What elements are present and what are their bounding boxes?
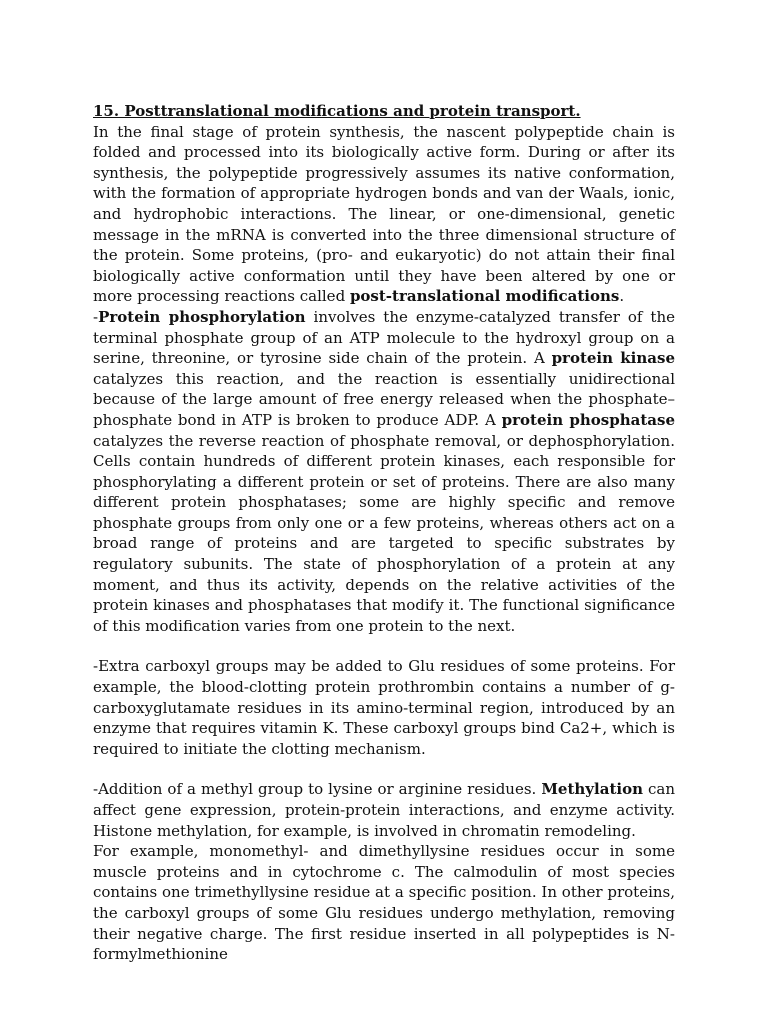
- phosphorylation-text-2: catalyzes this reaction, and the reaction is essentially unidirectional because of the large amount of free energy released when the phosphate–phosphate bond in ATP is broken to produce ADP. A: [93, 369, 675, 429]
- phosphorylation-text-1: involves the enzyme-catalyzed transfer of the terminal phosphate group of an ATP molecule to the hydroxyl group on a serine, threonine, or tyrosine side chain of the protein. A: [93, 307, 675, 368]
- methylation-text-1: -Addition of a methyl group to lysine or arginine residues.: [93, 780, 542, 799]
- intro-text: In the final stage of protein synthesis, the nascent polypeptide chain is folded and processed into its biologically active form. During or after its synthesis, the polypeptide progressively assumes its native conformation, with the formation of appropriate hydrogen bonds and van der Waals, ionic, and hydrophobic interactions. The linear, or one-dimensional, genetic message in the mRNA is converted into the three dimensional structure of the protein. Some proteins, (pro- and eukaryotic) do not attain their final biologically active conformation until they have been altered by one or more processing reactions called: [93, 122, 675, 306]
- document-page: [93, 101, 675, 965]
- phosphorylation-lead: -: [93, 307, 99, 326]
- example-paragraph: For example, monomethyl- and dimethyllysine residues occur in some muscle proteins and in cytochrome c. The calmodulin of most species contains one trimethyllysine residue at a specific position. In other proteins, the carboxyl groups of some Glu residues undergo methylation, removing their negative charge. The first residue inserted in all polypeptides is N- formylmethionine: [93, 842, 675, 964]
- protein-phosphatase-term: protein phosphatase: [501, 410, 675, 429]
- protein-kinase-term: protein kinase: [551, 349, 675, 368]
- methylation-paragraph: [93, 779, 675, 841]
- phosphorylation-text-3: catalyzes the reverse reaction of phosphate removal, or dephosphorylation. Cells contain hundreds of different protein kinases, each responsible for phosphorylating a different protein or set of proteins. There are also many different protein phosphatases; some are highly specific and remove phosphate groups from only one or a few proteins, whereas others act on a broad range of proteins and are targeted to specific substrates by regulatory subunits. The state of phosphorylation of a protein at any moment, and thus its activity, depends on the relative activities of the protein kinases and phosphatases that modify it. The functional significance of this modification varies from one protein to the next.: [93, 431, 675, 635]
- phosphorylation-paragraph: [93, 307, 675, 637]
- methylation-text-2: can affect gene expression, protein-protein interactions, and enzyme activity. Histone methylation, for example, is involved in chromatin remodeling.: [93, 780, 675, 840]
- intro-paragraph: [93, 122, 675, 307]
- intro-end: .: [619, 287, 625, 306]
- carboxyl-paragraph: -Extra carboxyl groups may be added to Glu residues of some proteins. For example, the blood-clotting protein prothrombin contains a number of g-carboxyglutamate residues in its amino-terminal region, introduced by an enzyme that requires vitamin K. These carboxyl groups bind Ca2+, which is required to initiate the clotting mechanism.: [93, 657, 675, 758]
- methylation-term: Methylation: [541, 780, 643, 799]
- phosphorylation-term: Protein phosphorylation: [98, 307, 306, 326]
- section-title: 15. Posttranslational modifications and protein transport.: [93, 102, 581, 120]
- intro-term: post-translational modifications: [349, 287, 620, 306]
